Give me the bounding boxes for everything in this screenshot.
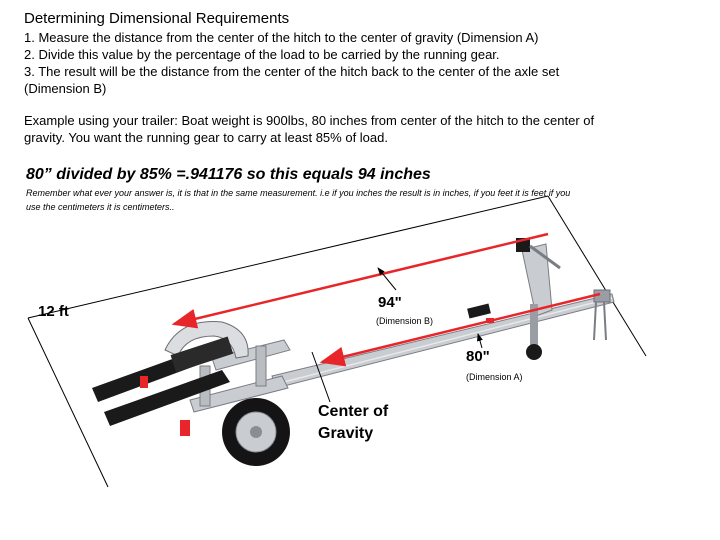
step-3-text: 3. The result will be the distance from the center of the hitch back to the center of the axle set — [24, 64, 560, 79]
example-text-line-2: gravity. You want the running gear to carry at least 85% of load. — [24, 130, 388, 145]
center-of-gravity-label: Center of — [318, 403, 389, 420]
overall-length-line-top — [28, 196, 548, 318]
calculation-result: 80” divided by 85% =.941176 so this equals 94 inches — [26, 166, 431, 183]
overall-length-line-right — [548, 196, 646, 356]
dimension-a-arrow — [322, 294, 600, 362]
diagram-title: Determining Dimensional Requirements — [24, 10, 290, 27]
dimension-a-name: (Dimension A) — [466, 372, 523, 382]
dimension-b-name: (Dimension B) — [376, 316, 434, 326]
measurement-note-line-2: use the centimeters it is centimeters.. — [26, 202, 175, 212]
overall-length-label: 12 ft — [38, 303, 69, 320]
measurement-note-line-1: Remember what ever your answer is, it is that in the same measurement. i.e if you inches the result is in inches, if you feet it is feet if you — [26, 188, 571, 198]
dimension-b-value: 94" — [378, 294, 402, 311]
example-text-line-1: Example using your trailer: Boat weight is 900lbs, 80 inches from center of the hitch to the center of — [24, 113, 595, 128]
step-2-text: 2. Divide this value by the percentage of the load to be carried by the running gear. — [24, 47, 500, 62]
dimension-b-arrow — [174, 234, 548, 324]
step-3-text-continued: (Dimension B) — [24, 81, 107, 96]
step-1-text: 1. Measure the distance from the center of the hitch to the center of gravity (Dimension A) — [24, 30, 539, 45]
center-of-gravity-label-line-2: Gravity — [318, 425, 374, 442]
dimension-a-value: 80" — [466, 348, 490, 365]
overall-length-line — [28, 318, 108, 487]
